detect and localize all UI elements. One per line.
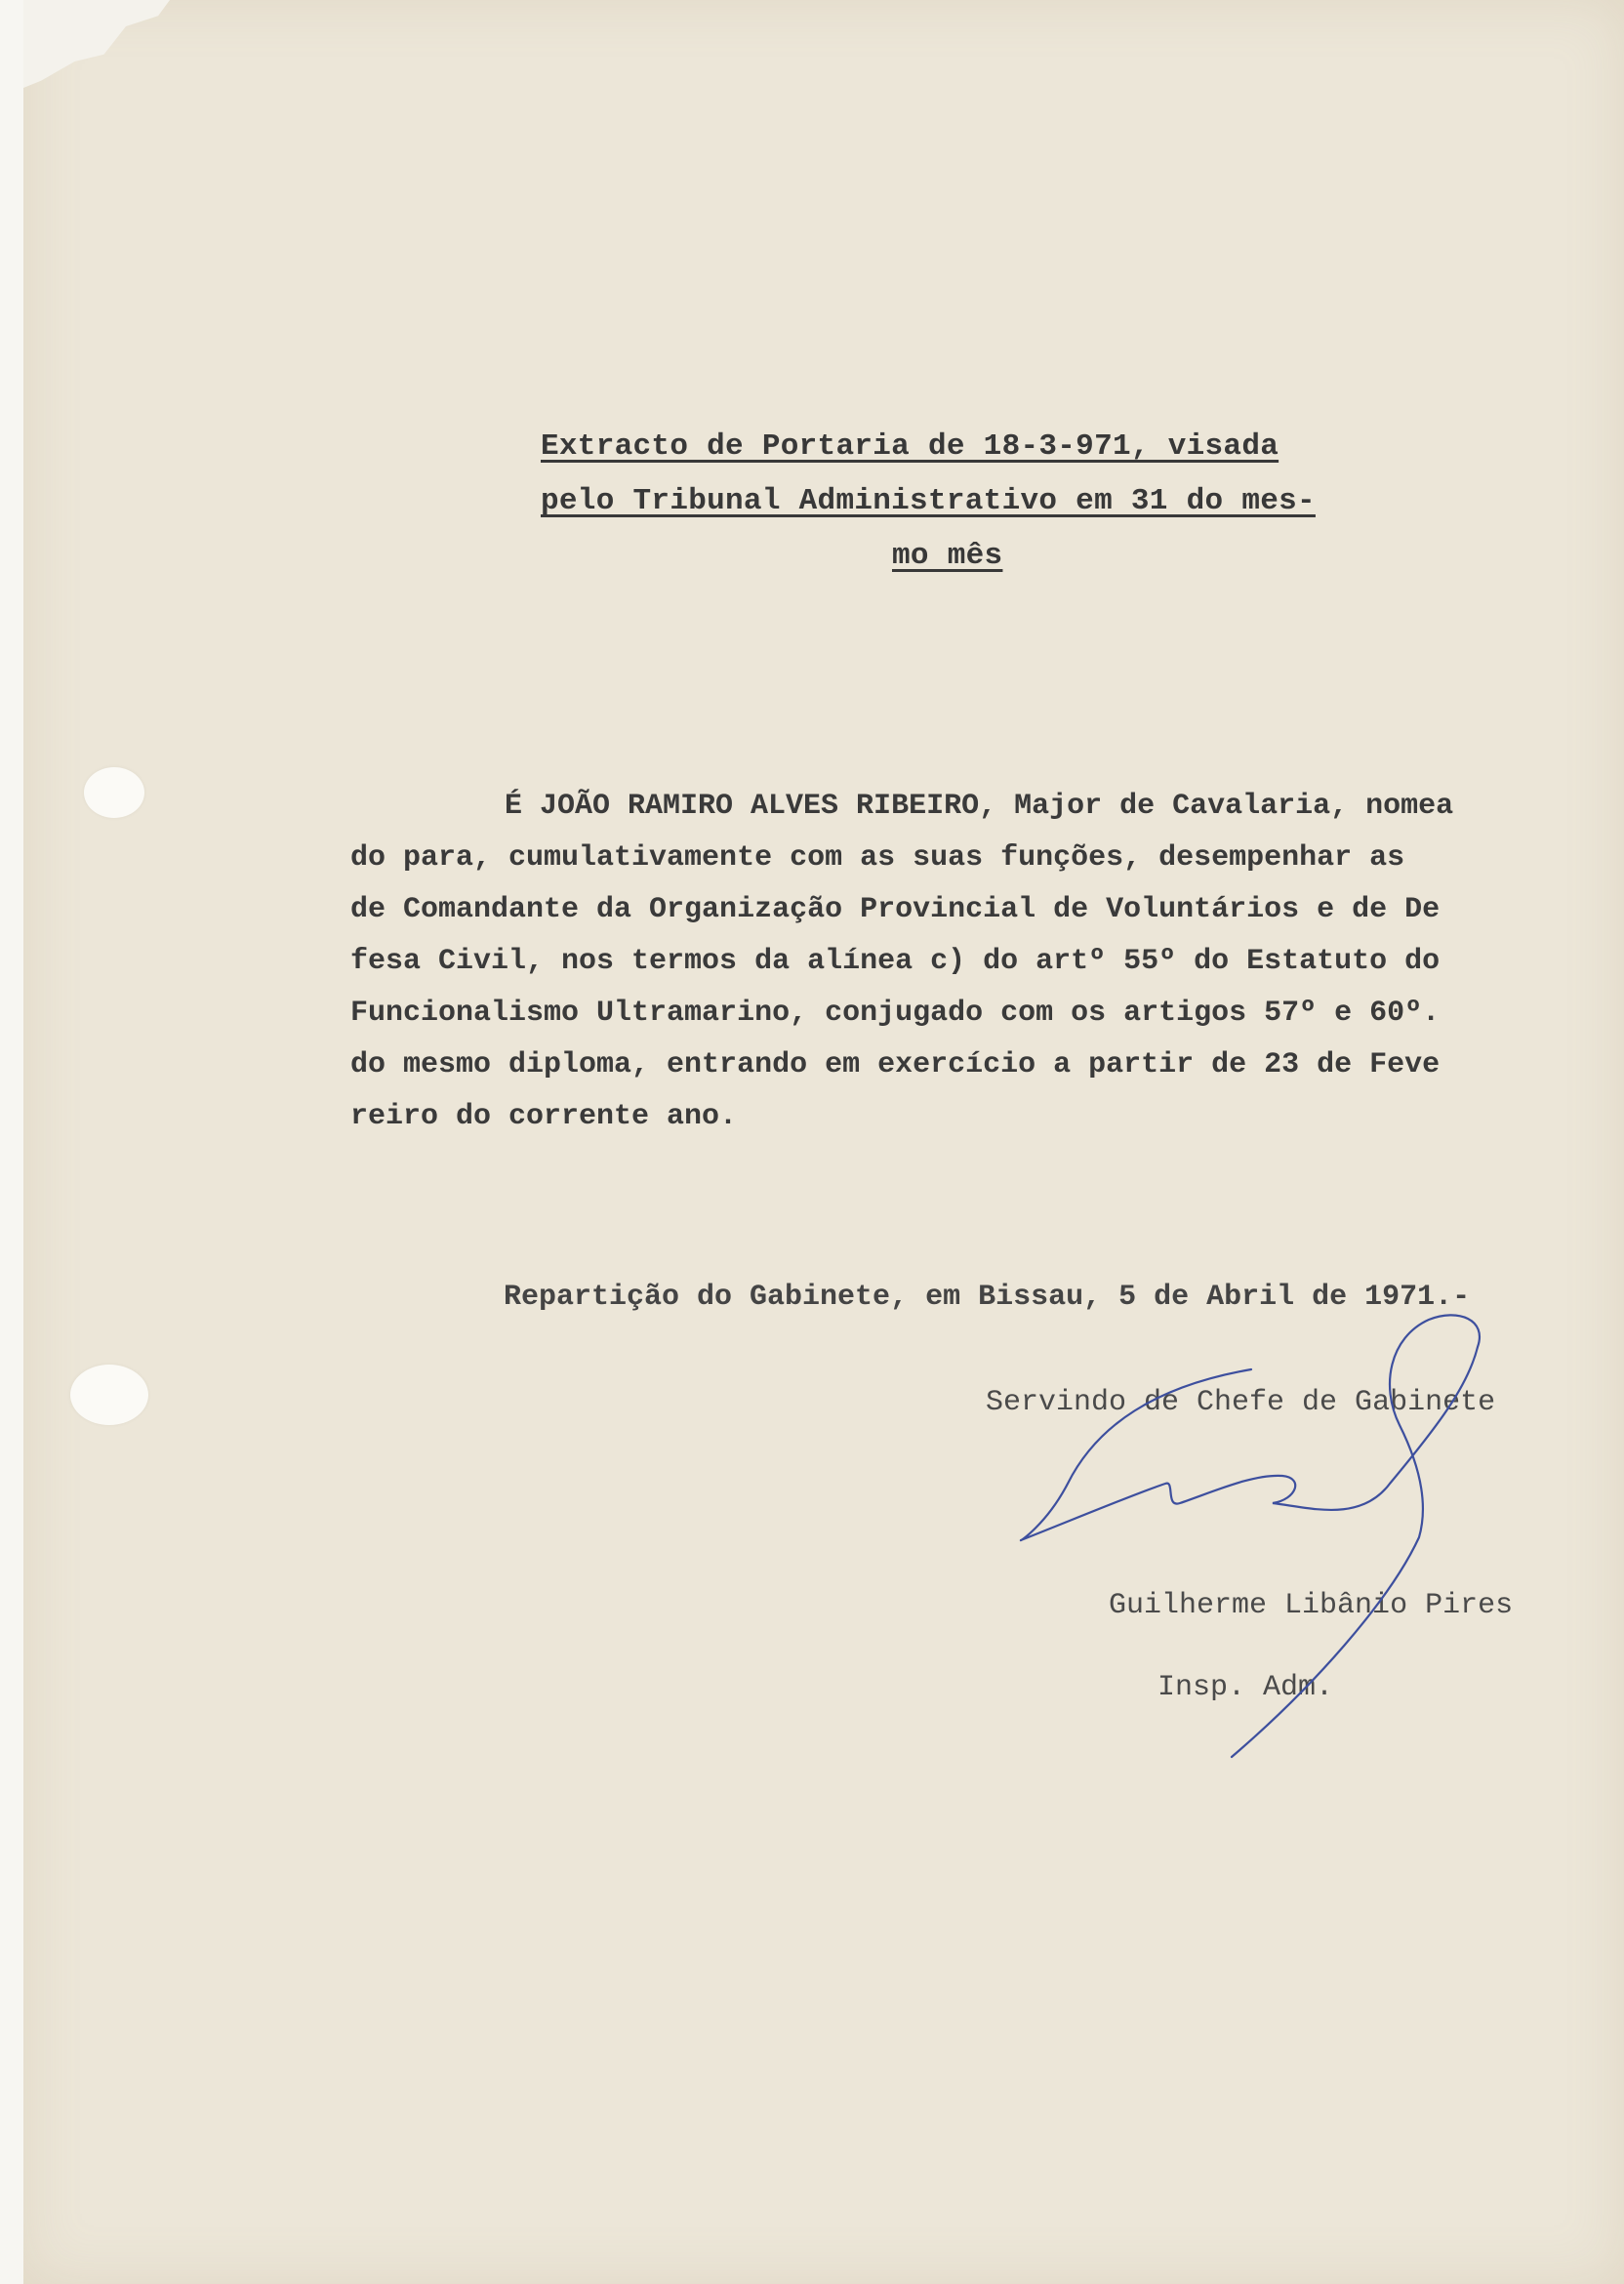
body-line-1: É JOÃO RAMIRO ALVES RIBEIRO, Major de Cavalaria, nomea: [505, 790, 1454, 823]
place-date-line: Repartição do Gabinete, em Bissau, 5 de Abril de 1971.-: [504, 1281, 1471, 1314]
punch-hole-top: [84, 767, 144, 818]
document-page: [23, 0, 1624, 2284]
title-line-2: pelo Tribunal Administrativo em 31 do mes-: [541, 484, 1316, 518]
signer-role: Insp. Adm.: [1157, 1671, 1334, 1704]
title-line-3: mo mês: [892, 539, 1003, 573]
body-line-2: do para, cumulativamente com as suas funções, desempenhar as: [350, 841, 1405, 875]
body-line-6: do mesmo diploma, entrando em exercício a partir de 23 de Feve: [350, 1048, 1441, 1081]
title-line-1: Extracto de Portaria de 18-3-971, visada: [541, 429, 1279, 464]
document-body: [350, 781, 1580, 1143]
body-line-5: Funcionalismo Ultramarino, conjugado com os artigos 57º e 60º.: [350, 997, 1441, 1030]
servindo-line: Servindo de Chefe de Gabinete: [986, 1386, 1496, 1419]
document-title: [541, 420, 1419, 584]
torn-corner: [23, 0, 170, 88]
signer-block: [1038, 1544, 1513, 1790]
body-line-3: de Comandante da Organização Provincial de Voluntários e de De: [350, 893, 1441, 926]
body-line-7: reiro do corrente ano.: [350, 1100, 738, 1133]
scanner-margin: [0, 0, 23, 2284]
body-line-4: fesa Civil, nos termos da alínea c) do artº 55º do Estatuto do: [350, 945, 1441, 978]
signer-name: Guilherme Libânio Pires: [1109, 1589, 1514, 1622]
punch-hole-bottom: [70, 1365, 148, 1425]
